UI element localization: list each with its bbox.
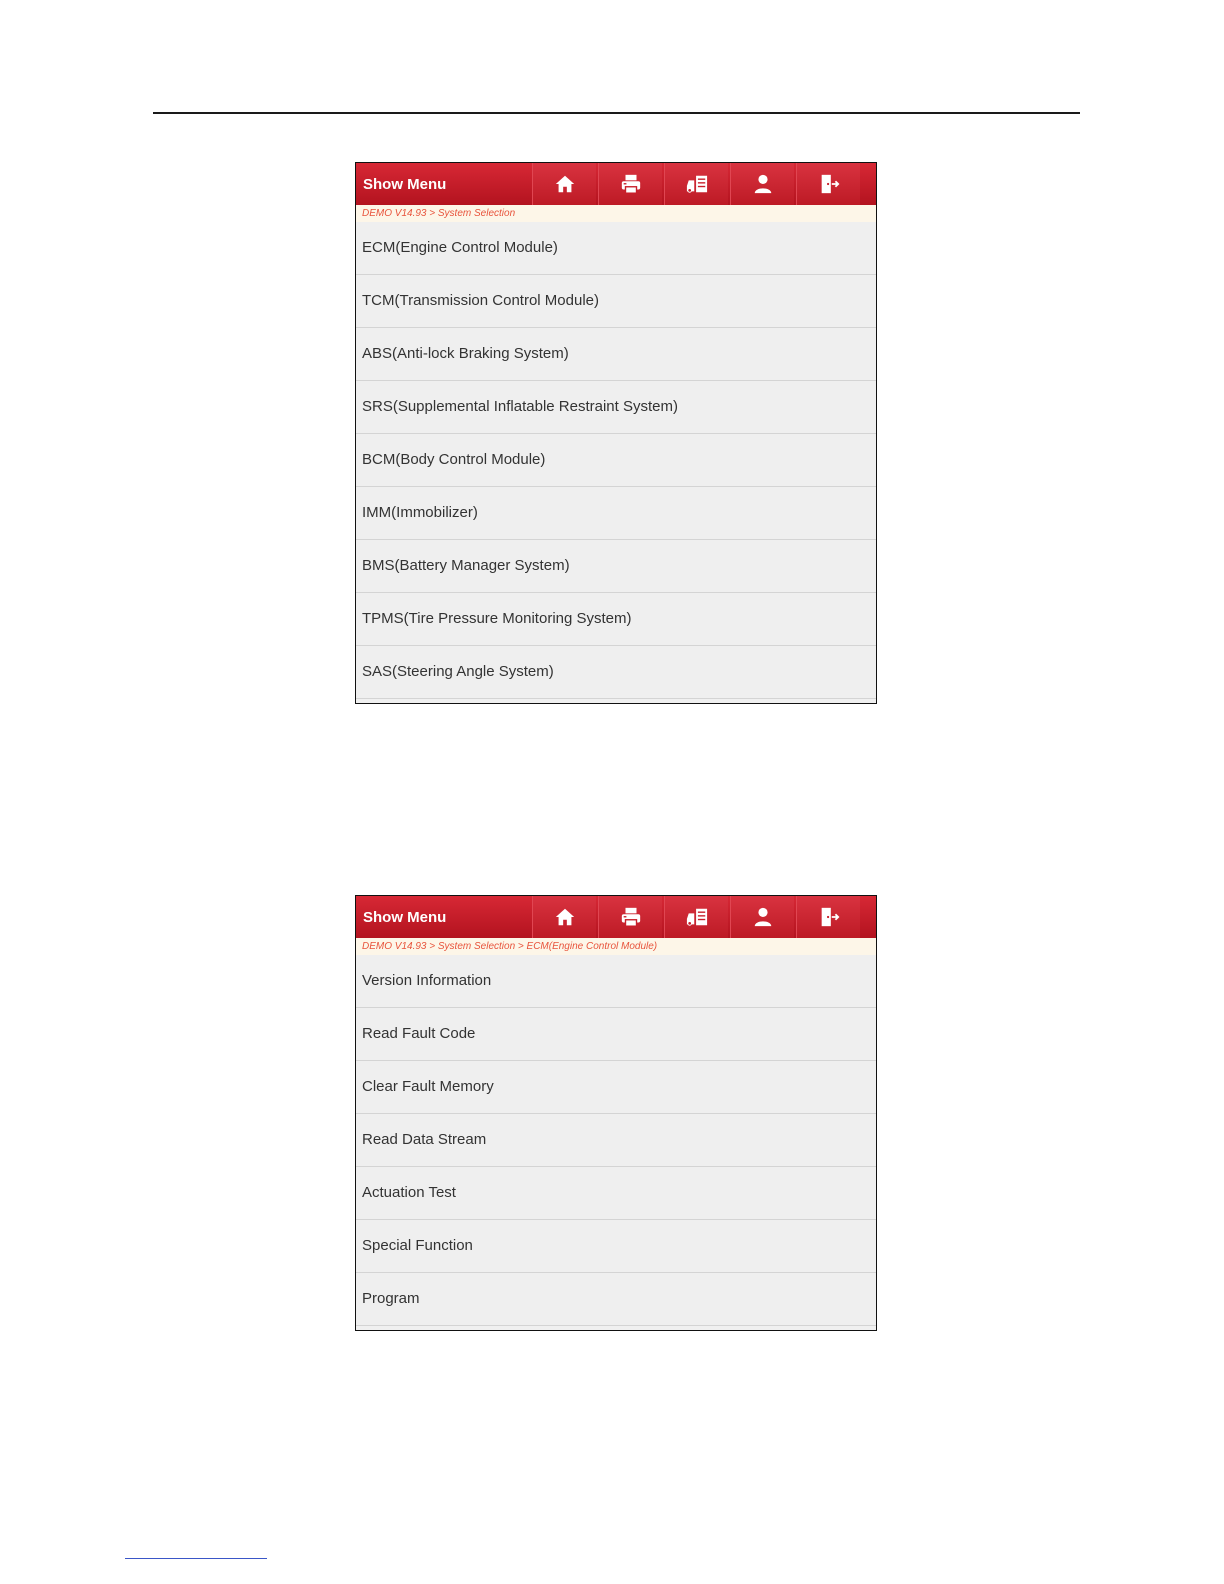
menu-item-imm[interactable]: IMM(Immobilizer) — [356, 487, 876, 540]
exit-button[interactable] — [796, 163, 860, 205]
vehicle-report-icon — [686, 173, 708, 195]
menu-item-sas[interactable]: SAS(Steering Angle System) — [356, 646, 876, 699]
home-icon — [554, 906, 576, 928]
toolbar — [356, 163, 876, 205]
vehicle-report-button[interactable] — [664, 163, 728, 205]
menu-item-read-fault-code[interactable]: Read Fault Code — [356, 1008, 876, 1061]
user-button[interactable] — [730, 163, 794, 205]
menu-item-program[interactable]: Program — [356, 1273, 876, 1326]
ecm-function-list — [356, 955, 876, 1326]
screenshot-ecm-functions — [355, 895, 877, 1331]
menu-item-abs[interactable]: ABS(Anti-lock Braking System) — [356, 328, 876, 381]
home-icon — [554, 173, 576, 195]
menu-item-version-information[interactable]: Version Information — [356, 955, 876, 1008]
footer-link-underline — [125, 1558, 267, 1559]
system-menu-list — [356, 222, 876, 699]
menu-item-clear-fault-memory[interactable]: Clear Fault Memory — [356, 1061, 876, 1114]
toolbar — [356, 896, 876, 938]
breadcrumb: DEMO V14.93 > System Selection — [356, 205, 876, 222]
menu-item-tpms[interactable]: TPMS(Tire Pressure Monitoring System) — [356, 593, 876, 646]
vehicle-report-icon — [686, 906, 708, 928]
user-button[interactable] — [730, 896, 794, 938]
menu-item-ecm[interactable]: ECM(Engine Control Module) — [356, 222, 876, 275]
screenshot-system-selection — [355, 162, 877, 704]
user-icon — [752, 906, 774, 928]
print-icon — [620, 173, 642, 195]
print-button[interactable] — [598, 896, 662, 938]
home-button[interactable] — [532, 896, 596, 938]
exit-icon — [818, 906, 840, 928]
menu-item-actuation-test[interactable]: Actuation Test — [356, 1167, 876, 1220]
menu-item-read-data-stream[interactable]: Read Data Stream — [356, 1114, 876, 1167]
menu-item-bcm[interactable]: BCM(Body Control Module) — [356, 434, 876, 487]
user-icon — [752, 173, 774, 195]
breadcrumb: DEMO V14.93 > System Selection > ECM(Engine Control Module) — [356, 938, 876, 955]
print-icon — [620, 906, 642, 928]
page-header-rule — [153, 112, 1080, 114]
vehicle-report-button[interactable] — [664, 896, 728, 938]
show-menu-button[interactable]: Show Menu — [363, 908, 447, 926]
exit-button[interactable] — [796, 896, 860, 938]
menu-item-bms[interactable]: BMS(Battery Manager System) — [356, 540, 876, 593]
menu-item-tcm[interactable]: TCM(Transmission Control Module) — [356, 275, 876, 328]
print-button[interactable] — [598, 163, 662, 205]
menu-item-special-function[interactable]: Special Function — [356, 1220, 876, 1273]
menu-item-srs[interactable]: SRS(Supplemental Inflatable Restraint System) — [356, 381, 876, 434]
home-button[interactable] — [532, 163, 596, 205]
show-menu-button[interactable]: Show Menu — [363, 175, 447, 193]
exit-icon — [818, 173, 840, 195]
